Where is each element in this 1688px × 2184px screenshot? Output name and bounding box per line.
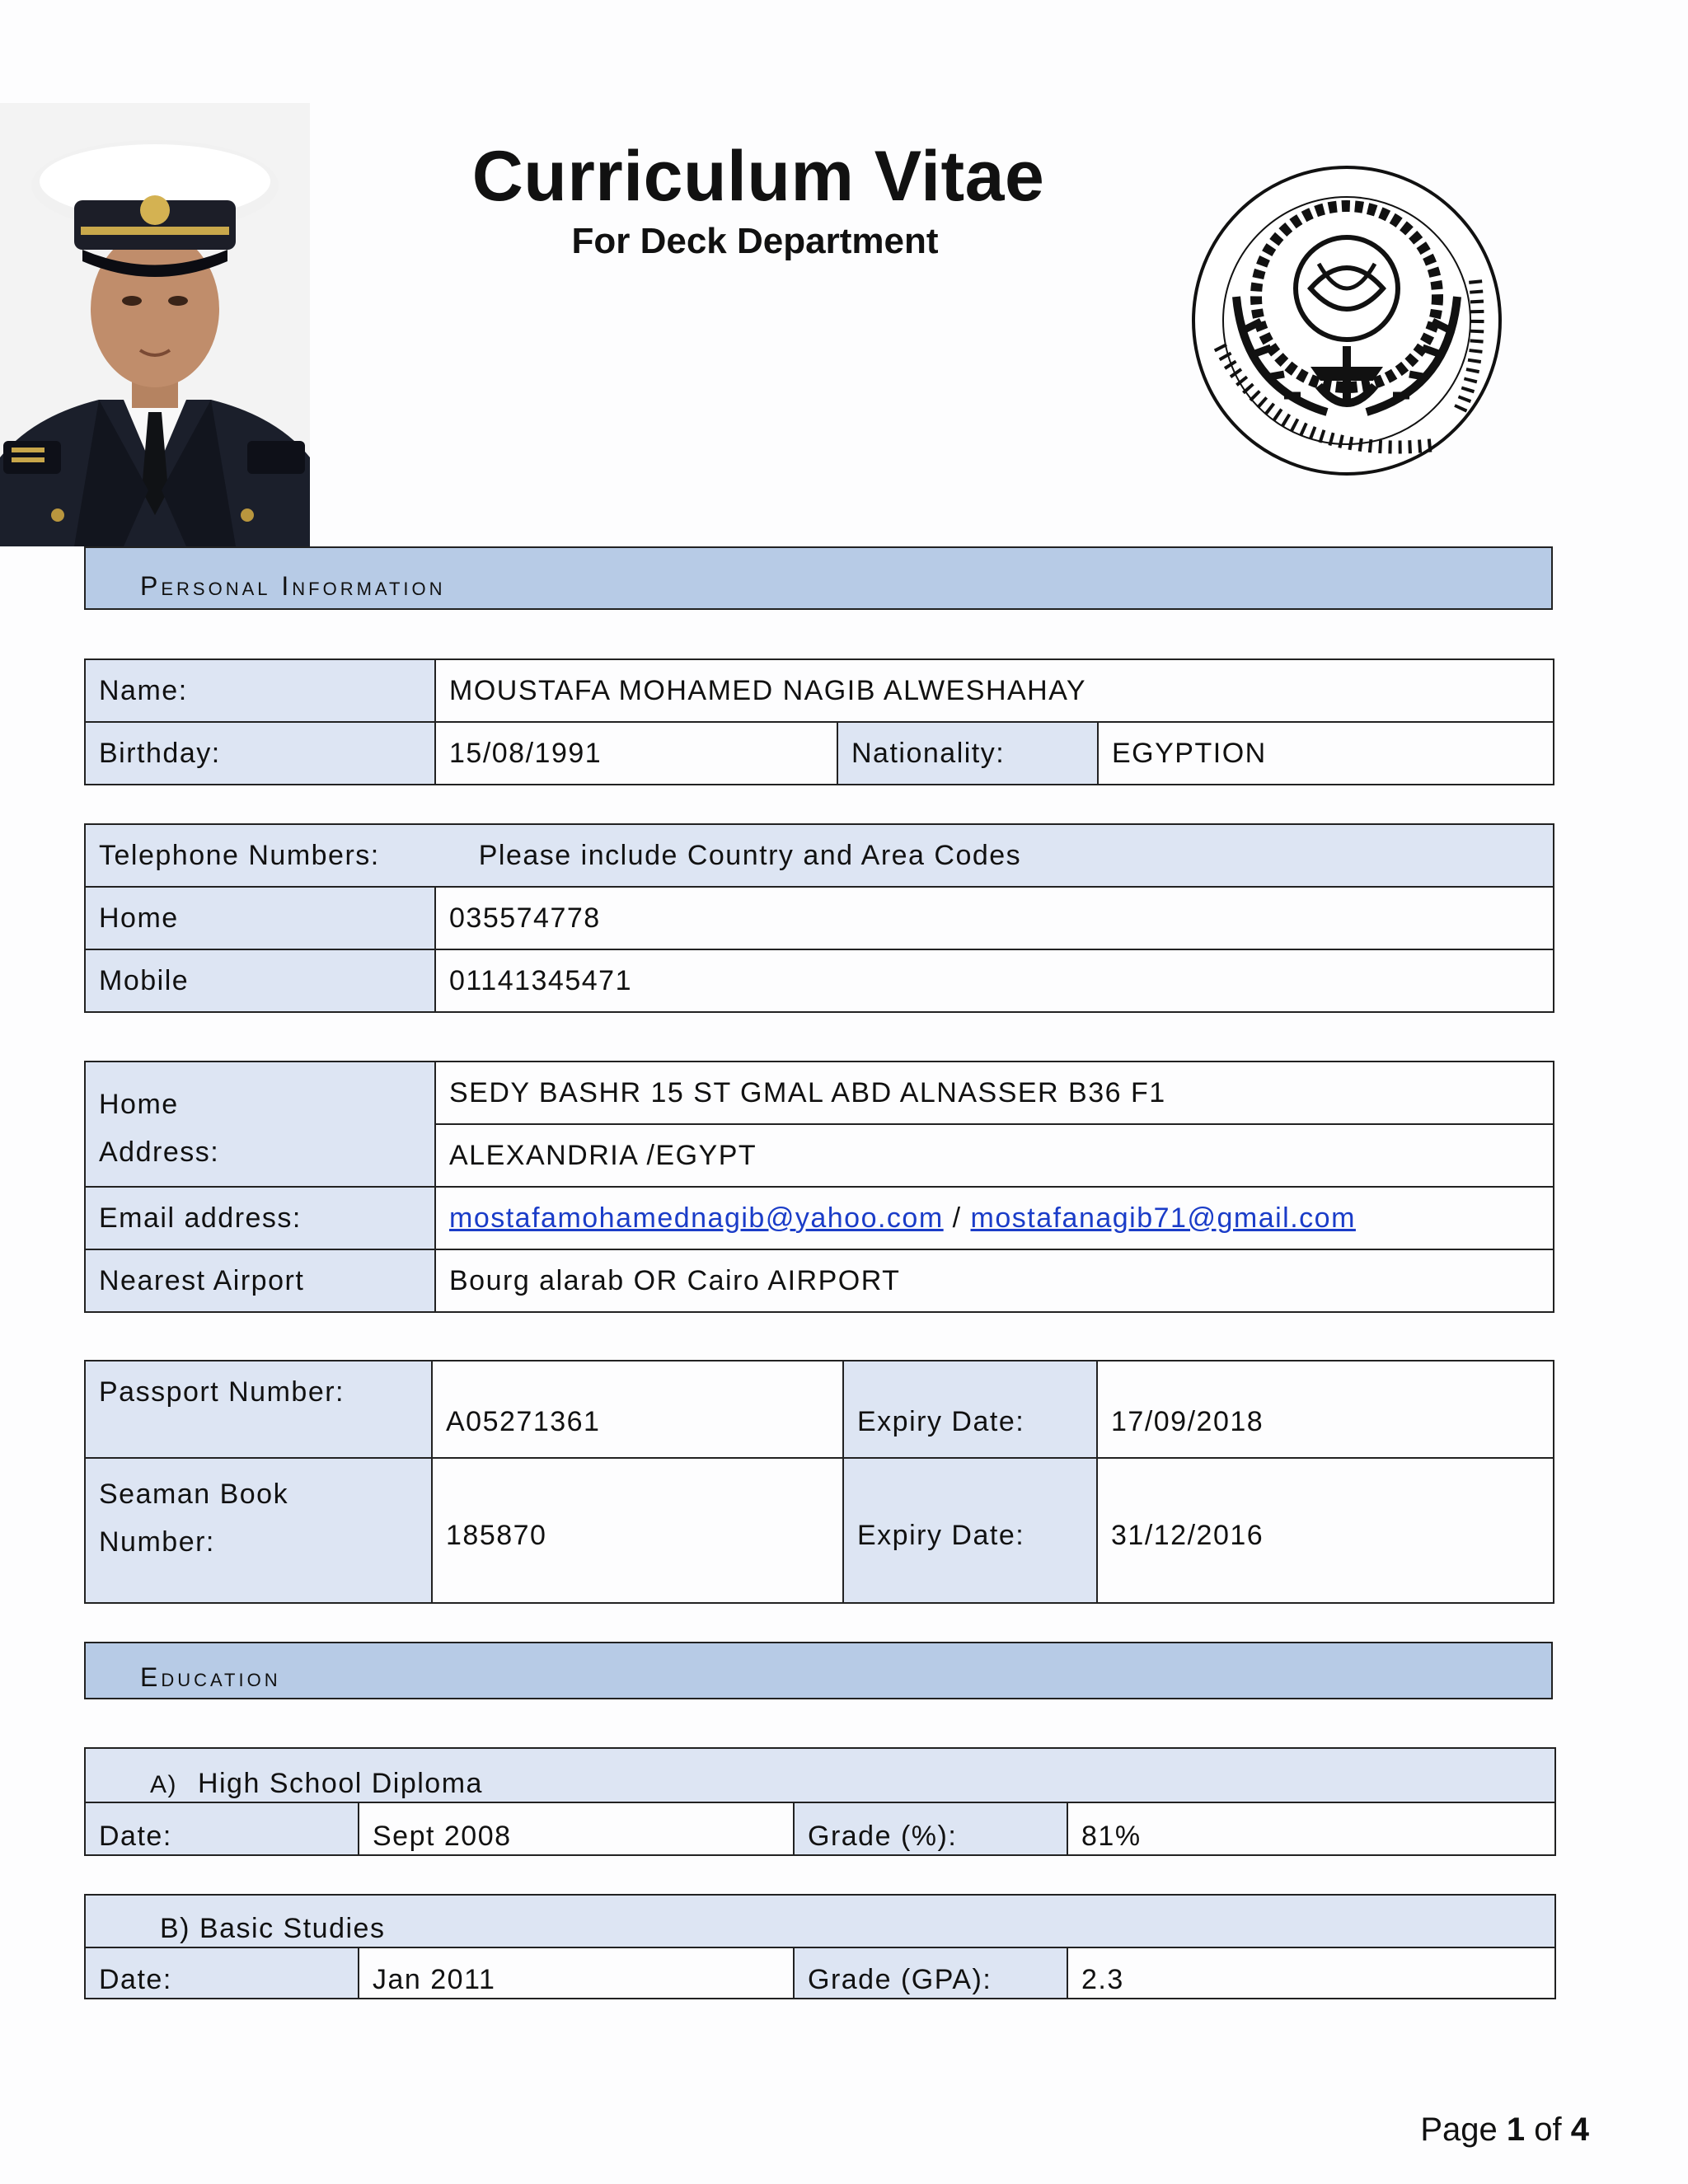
home-address-label bbox=[85, 1062, 435, 1187]
address-table bbox=[84, 1061, 1554, 1313]
home-address-label-line1: Home bbox=[99, 1089, 179, 1120]
education-b-date-value: Jan 2011 bbox=[359, 1947, 794, 1999]
section-title: Personal Information bbox=[140, 571, 446, 601]
seaman-book-value: 185870 bbox=[432, 1458, 843, 1603]
education-high-school-table bbox=[84, 1747, 1556, 1856]
email-label: Email address: bbox=[85, 1187, 435, 1249]
education-b-title: B) Basic Studies bbox=[85, 1895, 1555, 1947]
seaman-book-label-line1: Seaman Book bbox=[99, 1479, 289, 1510]
academy-seal-logo bbox=[1187, 165, 1507, 476]
email-link-gmail[interactable]: mostafanagib71@gmail.com bbox=[970, 1202, 1356, 1234]
seaman-expiry-label: Expiry Date: bbox=[843, 1458, 1097, 1603]
page-title: Curriculum Vitae bbox=[471, 137, 1045, 216]
documents-table bbox=[84, 1360, 1554, 1604]
education-a-header bbox=[85, 1748, 1555, 1802]
name-value: MOUSTAFA MOHAMED NAGIB ALWESHAHAY bbox=[435, 659, 1554, 722]
education-a-marker: A) bbox=[150, 1771, 177, 1798]
nationality-value: EGYPTION bbox=[1098, 722, 1554, 785]
telephone-header bbox=[85, 824, 1554, 887]
mobile-phone-value: 01141345471 bbox=[435, 949, 1554, 1012]
education-a-grade-value: 81% bbox=[1067, 1802, 1555, 1855]
home-address-label-line2: Address: bbox=[99, 1137, 220, 1168]
address-line2: ALEXANDRIA /EGYPT bbox=[435, 1124, 1554, 1187]
passport-label: Passport Number: bbox=[85, 1361, 432, 1458]
education-b-grade-value: 2.3 bbox=[1067, 1947, 1555, 1999]
page-current: 1 bbox=[1506, 2111, 1526, 2148]
page-total: 4 bbox=[1570, 2111, 1589, 2148]
home-phone-label: Home bbox=[85, 887, 435, 949]
seaman-book-label bbox=[85, 1458, 432, 1603]
page-word: Page bbox=[1420, 2111, 1498, 2148]
education-b-date-label: Date: bbox=[85, 1947, 359, 1999]
passport-expiry-value: 17/09/2018 bbox=[1097, 1361, 1554, 1458]
email-value bbox=[435, 1187, 1554, 1249]
seaman-expiry-value: 31/12/2016 bbox=[1097, 1458, 1554, 1603]
birthday-value: 15/08/1991 bbox=[435, 722, 837, 785]
education-a-title: High School Diploma bbox=[197, 1768, 483, 1799]
education-b-grade-label: Grade (GPA): bbox=[794, 1947, 1067, 1999]
page-number bbox=[1420, 2111, 1589, 2149]
section-personal-information bbox=[84, 546, 1553, 610]
education-a-date-label: Date: bbox=[85, 1802, 359, 1855]
education-basic-studies-table bbox=[84, 1894, 1556, 1999]
mobile-phone-label: Mobile bbox=[85, 949, 435, 1012]
telephone-note: Please include Country and Area Codes bbox=[478, 839, 1022, 871]
address-line1: SEDY BASHR 15 ST GMAL ABD ALNASSER B36 F1 bbox=[435, 1062, 1554, 1124]
section-title: Education bbox=[140, 1662, 281, 1692]
page-of: of bbox=[1534, 2111, 1562, 2148]
section-education bbox=[84, 1642, 1553, 1699]
personal-info-table bbox=[84, 658, 1554, 785]
nationality-label: Nationality: bbox=[837, 722, 1098, 785]
email-separator: / bbox=[952, 1202, 962, 1234]
seal-icon bbox=[1187, 165, 1507, 476]
home-phone-value: 035574778 bbox=[435, 887, 1554, 949]
education-a-date-value: Sept 2008 bbox=[359, 1802, 794, 1855]
airport-label: Nearest Airport bbox=[85, 1249, 435, 1312]
airport-value: Bourg alarab OR Cairo AIRPORT bbox=[435, 1249, 1554, 1312]
passport-value: A05271361 bbox=[432, 1361, 843, 1458]
email-link-yahoo[interactable]: mostafamohamednagib@yahoo.com bbox=[449, 1202, 944, 1234]
page-subtitle: For Deck Department bbox=[571, 221, 939, 261]
telephone-label: Telephone Numbers: bbox=[99, 839, 380, 871]
name-label: Name: bbox=[85, 659, 435, 722]
birthday-label: Birthday: bbox=[85, 722, 435, 785]
telephone-table bbox=[84, 823, 1554, 1013]
education-a-grade-label: Grade (%): bbox=[794, 1802, 1067, 1855]
seaman-book-label-line2: Number: bbox=[99, 1526, 215, 1558]
passport-expiry-label: Expiry Date: bbox=[843, 1361, 1097, 1458]
